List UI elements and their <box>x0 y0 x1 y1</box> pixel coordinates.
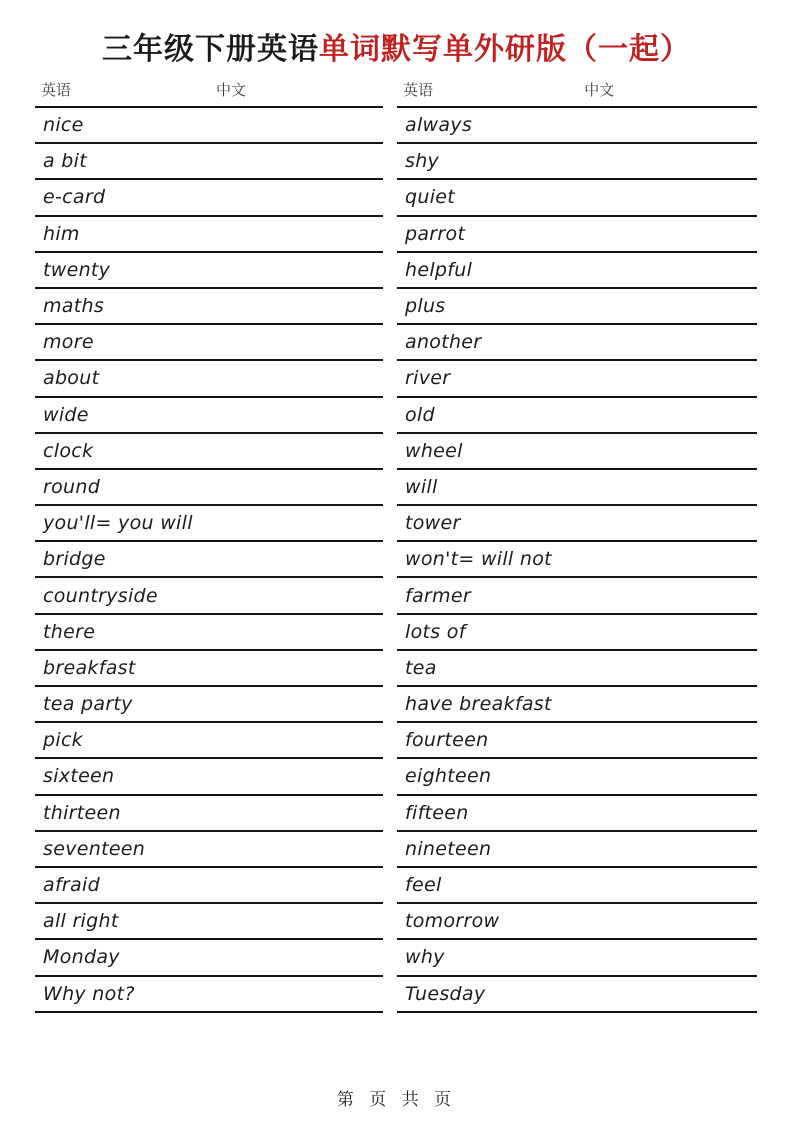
english-word: farmer <box>405 584 471 607</box>
page-title-red-part: 单词默写单外研版（一起） <box>319 32 691 67</box>
table-row <box>35 470 383 506</box>
table-row <box>35 723 383 759</box>
english-word: about <box>43 367 100 390</box>
table-row <box>397 651 757 687</box>
english-word: round <box>43 475 101 498</box>
english-word: there <box>43 620 96 643</box>
table-row <box>397 180 757 216</box>
english-word: why <box>405 946 445 969</box>
table-row <box>35 325 383 361</box>
table-row <box>35 180 383 216</box>
english-word: Why not? <box>43 982 135 1005</box>
english-word: Monday <box>43 946 120 969</box>
table-row <box>35 977 383 1013</box>
column-header <box>35 74 383 108</box>
table-row <box>397 108 757 144</box>
english-word: helpful <box>405 258 473 281</box>
table-row <box>397 832 757 868</box>
table-row <box>397 940 757 976</box>
table-row <box>35 904 383 940</box>
table-row <box>35 542 383 578</box>
table-row <box>397 904 757 940</box>
english-word: all right <box>43 910 119 933</box>
table-row <box>397 868 757 904</box>
english-word: have breakfast <box>405 693 552 716</box>
english-word: nice <box>43 114 84 137</box>
table-row <box>35 832 383 868</box>
english-word: tea party <box>43 693 133 716</box>
english-word: won't= will not <box>405 548 552 571</box>
english-word: you'll= you will <box>43 512 193 535</box>
english-word: countryside <box>43 584 158 607</box>
table-row <box>397 325 757 361</box>
english-word: always <box>405 114 473 137</box>
table-row <box>35 687 383 723</box>
english-word: sixteen <box>43 765 115 788</box>
english-word: maths <box>43 295 105 318</box>
english-word: lots of <box>405 620 466 643</box>
english-word: thirteen <box>43 801 121 824</box>
table-row <box>35 796 383 832</box>
table-row <box>397 723 757 759</box>
english-word: a bit <box>43 150 87 173</box>
table-row <box>397 615 757 651</box>
table-row <box>35 108 383 144</box>
header-chinese-label: 中文 <box>584 81 615 99</box>
table-row <box>397 796 757 832</box>
english-word: tower <box>405 512 461 535</box>
table-row <box>35 578 383 614</box>
table-row <box>397 759 757 795</box>
table-row <box>397 542 757 578</box>
english-word: more <box>43 331 94 354</box>
english-word: Tuesday <box>405 982 486 1005</box>
english-word: him <box>43 222 80 245</box>
english-word: river <box>405 367 451 390</box>
table-row <box>35 144 383 180</box>
english-word: parrot <box>405 222 466 245</box>
english-word: feel <box>405 874 442 897</box>
table-row <box>397 506 757 542</box>
english-word: e-card <box>43 186 106 209</box>
english-word: tea <box>405 656 437 679</box>
table-row <box>397 217 757 253</box>
english-word: bridge <box>43 548 106 571</box>
table-row <box>35 434 383 470</box>
english-word: pick <box>43 729 83 752</box>
english-word: another <box>405 331 482 354</box>
table-row <box>35 361 383 397</box>
table-row <box>35 868 383 904</box>
column-header <box>397 74 757 108</box>
table-row <box>397 434 757 470</box>
english-word: plus <box>405 295 446 318</box>
english-word: wheel <box>405 439 463 462</box>
header-chinese-label: 中文 <box>215 81 246 99</box>
page-title <box>0 0 793 68</box>
table-row <box>35 940 383 976</box>
english-word: tomorrow <box>405 910 500 933</box>
table-row <box>397 361 757 397</box>
header-english-label: 英语 <box>41 81 72 99</box>
table-row <box>397 977 757 1013</box>
english-word: eighteen <box>405 765 492 788</box>
table-row <box>397 470 757 506</box>
table-row <box>397 687 757 723</box>
vocabulary-table <box>0 74 793 1013</box>
table-row <box>35 615 383 651</box>
vocab-column-right <box>397 74 757 1013</box>
english-word: old <box>405 403 435 426</box>
english-word: fourteen <box>405 729 489 752</box>
english-word: clock <box>43 439 94 462</box>
table-row <box>35 759 383 795</box>
english-word: breakfast <box>43 656 136 679</box>
english-word: wide <box>43 403 89 426</box>
table-row <box>35 506 383 542</box>
page-footer: 第 页 共 页 <box>336 1090 457 1110</box>
table-row <box>397 289 757 325</box>
english-word: afraid <box>43 874 100 897</box>
table-row <box>397 253 757 289</box>
table-row <box>397 144 757 180</box>
english-word: seventeen <box>43 837 146 860</box>
english-word: shy <box>405 150 440 173</box>
vocab-column-left <box>35 74 383 1013</box>
table-row <box>35 651 383 687</box>
table-row <box>35 217 383 253</box>
english-word: will <box>405 475 438 498</box>
english-word: fifteen <box>405 801 469 824</box>
table-row <box>397 398 757 434</box>
table-row <box>397 578 757 614</box>
table-row <box>35 253 383 289</box>
english-word: nineteen <box>405 837 492 860</box>
english-word: quiet <box>405 186 456 209</box>
header-english-label: 英语 <box>403 81 434 99</box>
table-row <box>35 398 383 434</box>
english-word: twenty <box>43 258 111 281</box>
page-title-black-part: 三年级下册英语 <box>102 32 319 67</box>
table-row <box>35 289 383 325</box>
